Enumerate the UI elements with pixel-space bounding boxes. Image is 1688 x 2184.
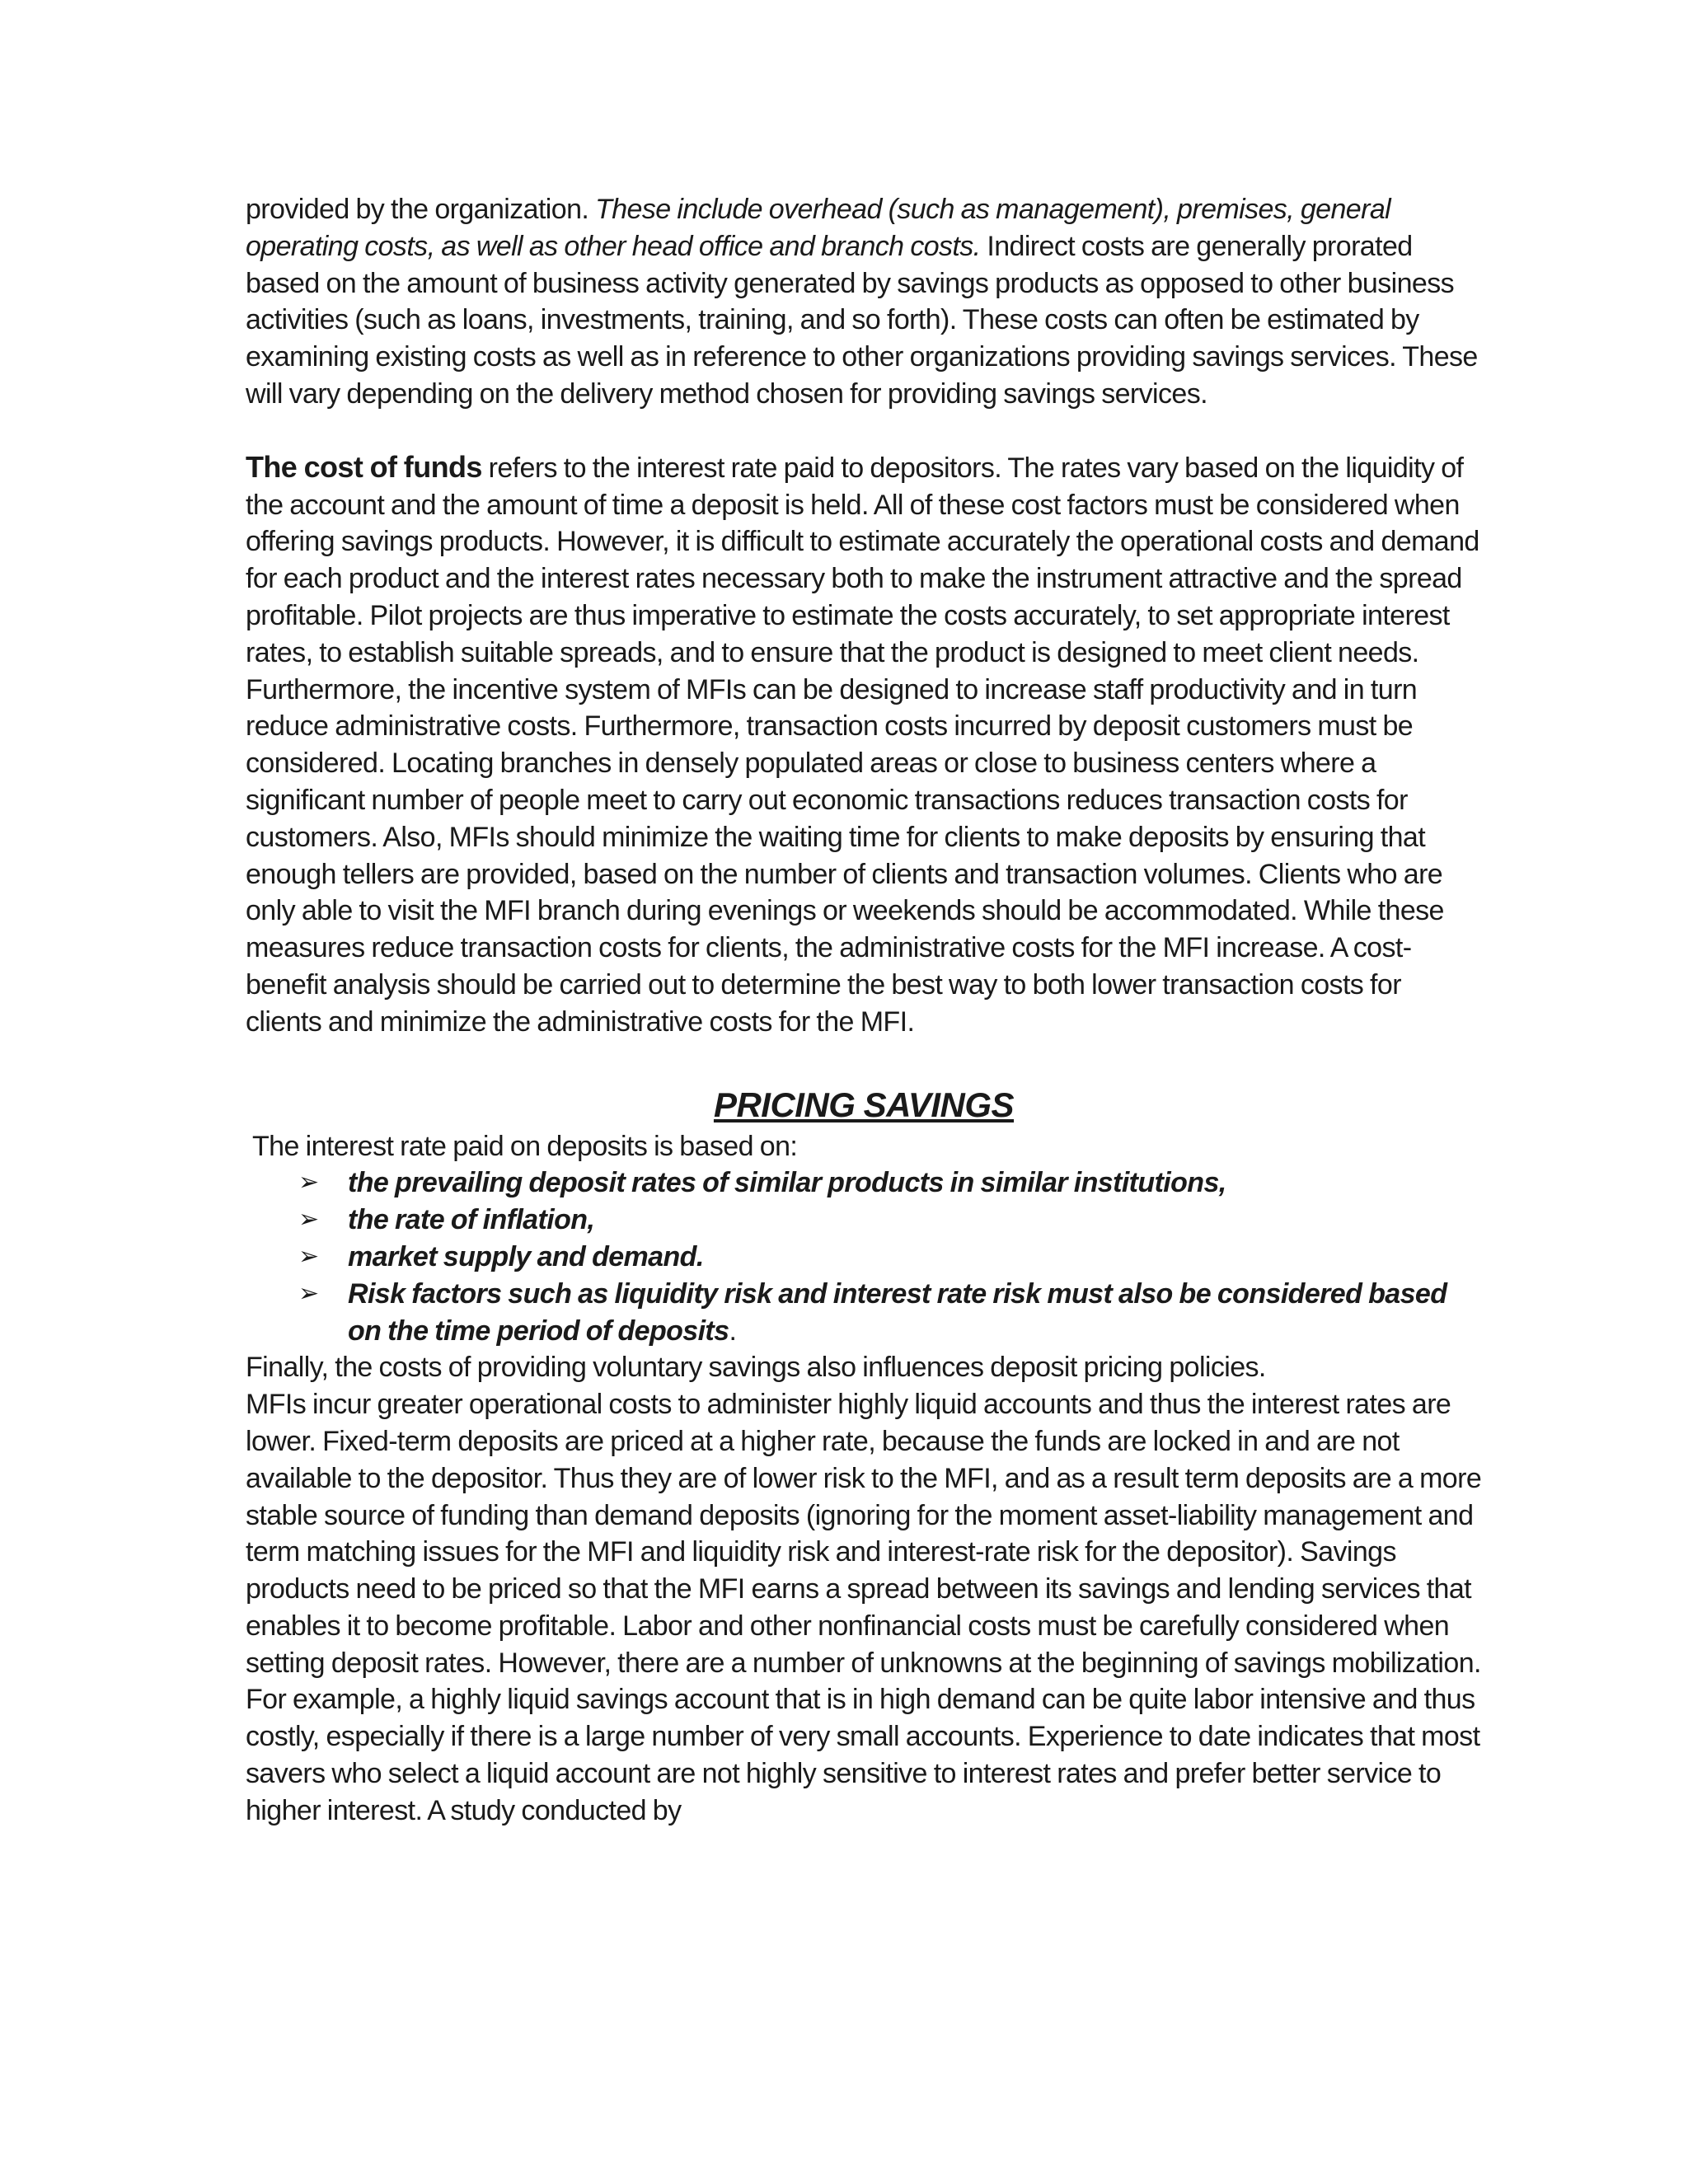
- bullet-list: [246, 1165, 1482, 1349]
- paragraph-cost-of-funds: [246, 449, 1482, 1041]
- section-intro: The interest rate paid on deposits is based on:: [252, 1130, 798, 1162]
- arrow-bullet-icon: ➢: [298, 1168, 319, 1197]
- arrow-bullet-icon: ➢: [298, 1241, 319, 1271]
- paragraph-text: provided by the organization.: [246, 194, 596, 225]
- list-item: [298, 1202, 1482, 1239]
- section-heading: PRICING SAVINGS: [713, 1085, 1015, 1124]
- list-item-tail: .: [729, 1315, 737, 1347]
- list-item-text: market supply and demand.: [348, 1240, 704, 1272]
- list-item: [298, 1276, 1482, 1350]
- list-item-text: the rate of inflation,: [348, 1204, 595, 1236]
- list-item: [298, 1239, 1482, 1276]
- bold-lead-term: The cost of funds: [246, 449, 482, 484]
- paragraph-text: refers to the interest rate paid to depositors. The rates vary based on the liquidity of the account and the amount of time a deposit is held. All of these cost factors must be considered when offering savings products. However, it is difficult to estimate accurately the operational costs and demand for each product and the interest rates necessary both to make the instrument attractive and the spread profitable. Pilot projects are thus imperative to estimate the costs accurately, to set appropriate interest rates, to establish suitable spreads, and to ensure that the product is designed to meet client needs. Furthermore, the incentive system of MFIs can be designed to increase staff productivity and in turn reduce administrative costs. Furthermore, transaction costs incurred by deposit customers must be considered. Locating branches in densely populated areas or close to business centers where a significant number of people meet to carry out economic transactions reduces transaction costs for customers. Also, MFIs should minimize the waiting time for clients to make deposits by ensuring that enough tellers are provided, based on the number of clients and transaction volumes. Clients who are only able to visit the MFI branch during evenings or weekends should be accommodated. While these measures reduce transaction costs for clients, the administrative costs for the MFI increase. A cost-benefit analysis should be carried out to determine the best way to both lower transaction costs for clients and minimize the administrative costs for the MFI.: [246, 452, 1479, 1038]
- arrow-bullet-icon: ➢: [298, 1205, 319, 1235]
- paragraph-mfi-costs: MFIs incur greater operational costs to administer highly liquid accounts and thus the interest rates are lower. Fixed-term deposits are priced at a higher rate, because the funds are locked in and are not available to the depositor. Thus they are of lower risk to the MFI, and as a result term deposits are a more stable source of funding than demand deposits (ignoring for the moment asset-liability management and term matching issues for the MFI and liquidity risk and interest-rate risk for the depositor). Savings products need to be priced so that the MFI earns a spread between its savings and lending services that enables it to become profitable. Labor and other nonfinancial costs must be carefully considered when setting deposit rates. However, there are a number of unknowns at the beginning of savings mobilization. For example, a highly liquid savings account that is in high demand can be quite labor intensive and thus costly, especially if there is a large number of very small accounts. Experience to date indicates that most savers who select a liquid account are not highly sensitive to interest rates and prefer better service to higher interest. A study conducted by: [246, 1389, 1482, 1826]
- list-item-text: the prevailing deposit rates of similar products in similar institutions,: [348, 1167, 1226, 1199]
- paragraph-finally: Finally, the costs of providing voluntary savings also influences deposit pricing policies.: [246, 1352, 1266, 1384]
- paragraph-indirect-costs: [246, 191, 1482, 413]
- paragraph-italic-text: These include overhead (such as management), premises, general operating costs, as well as other head office and branch costs.: [246, 194, 1391, 262]
- paragraph-text: Indirect costs are generally prorated based on the amount of business activity generated by savings products as opposed to other business activities (such as loans, investments, training, and so forth). These costs can often be estimated by examining existing costs as well as in reference to other organizations providing savings services. These will vary depending on the delivery method chosen for providing savings services.: [246, 230, 1478, 410]
- arrow-bullet-icon: ➢: [298, 1278, 319, 1308]
- document-page: [246, 191, 1482, 1830]
- list-item-text: Risk factors such as liquidity risk and interest rate risk must also be considered based on the time period of deposits: [348, 1277, 1447, 1347]
- list-item: [298, 1165, 1482, 1202]
